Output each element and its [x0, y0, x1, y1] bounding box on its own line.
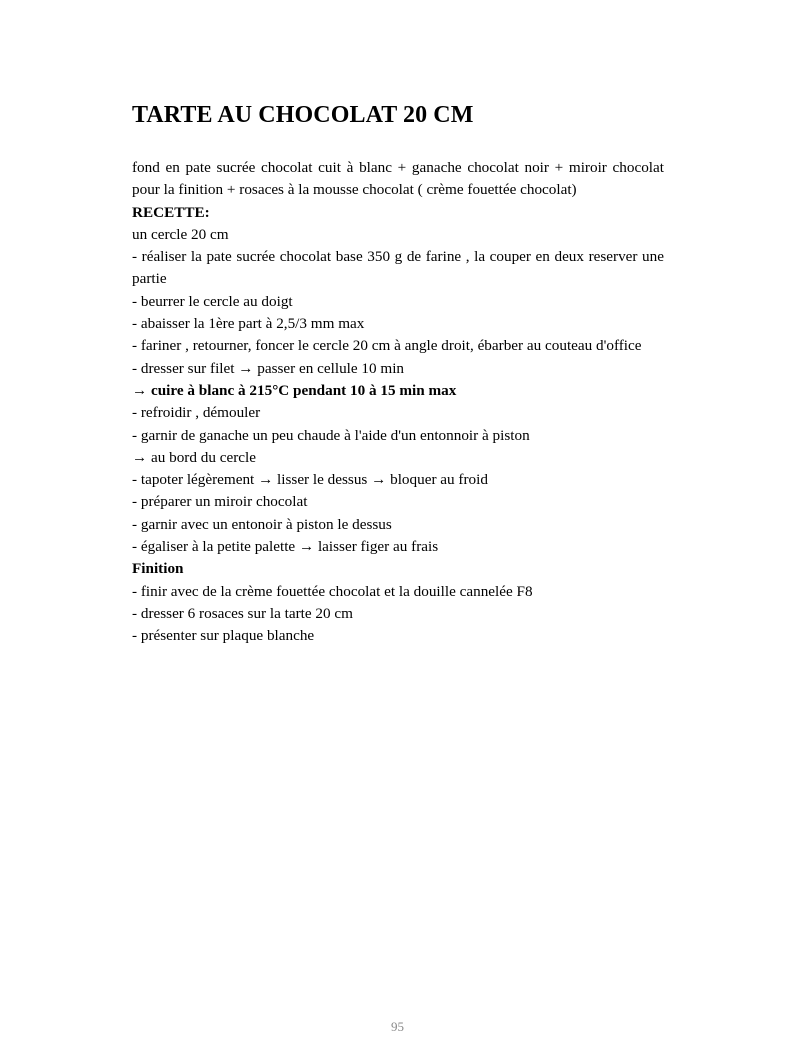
recipe-line-bake-step: → cuire à blanc à 215°C pendant 10 à 15 min max [132, 381, 457, 399]
recipe-line: - préparer un miroir chocolat [132, 493, 308, 511]
recipe-line: - fariner , retourner, foncer le cercle 20 cm à angle droit, ébarber au couteau d'office [132, 337, 642, 355]
recipe-line: - égaliser à la petite palette → laisser figer au frais [132, 538, 439, 556]
intro-paragraph: fond en pate sucrée chocolat cuit à blanc + ganache chocolat noir + miroir chocolat pour la finition + rosaces à la mousse chocolat ( crème fouettée chocolat) [132, 159, 664, 199]
recipe-line: - garnir avec un entonoir à piston le dessus [132, 515, 392, 533]
finition-line: - présenter sur plaque blanche [132, 627, 315, 645]
recipe-line: - réaliser la pate sucrée chocolat base 350 g de farine , la couper en deux reserver une partie [132, 248, 664, 288]
page-title: TARTE AU CHOCOLAT 20 CM [132, 102, 474, 128]
document-body [132, 100, 664, 648]
finition-heading: Finition [132, 560, 184, 578]
recipe-line: - garnir de ganache un peu chaude à l'aide d'un entonnoir à piston [132, 426, 530, 444]
recipe-line: → au bord du cercle [132, 448, 256, 466]
recipe-heading: RECETTE: [132, 203, 210, 221]
recipe-line: - abaisser la 1ère part à 2,5/3 mm max [132, 315, 365, 333]
recipe-line: - dresser sur filet → passer en cellule 10 min [132, 359, 405, 377]
page-number: 95 [391, 1019, 404, 1034]
finition-line: - finir avec de la crème fouettée chocolat et la douille cannelée F8 [132, 582, 533, 600]
recipe-line: - tapoter légèrement → lisser le dessus → bloquer au froid [132, 471, 488, 489]
recipe-line: - refroidir , démouler [132, 404, 261, 422]
recipe-line: - beurrer le cercle au doigt [132, 292, 293, 310]
recipe-line: un cercle 20 cm [132, 225, 229, 243]
finition-line: - dresser 6 rosaces sur la tarte 20 cm [132, 604, 353, 622]
